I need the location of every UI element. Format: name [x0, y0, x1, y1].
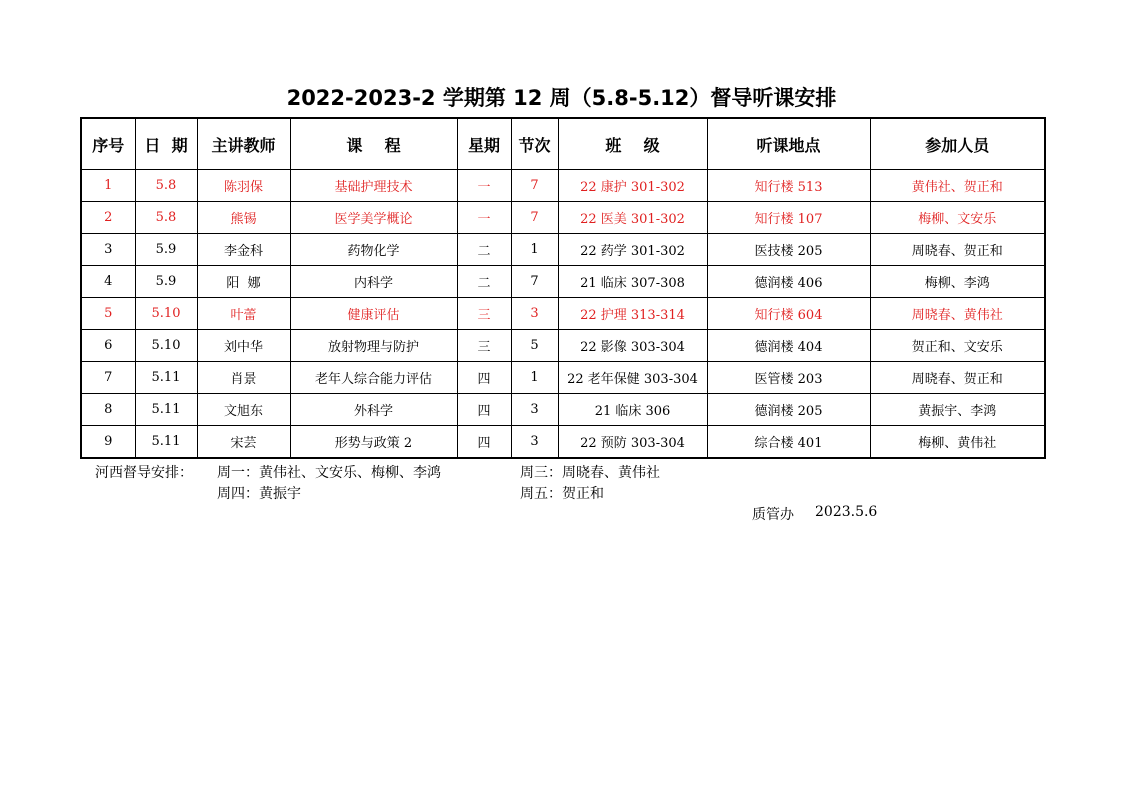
table-row [81, 234, 1045, 266]
footer-date: 2023.5.6 [815, 504, 878, 520]
cell-index: 6 [81, 330, 135, 362]
cell-course: 医学美学概论 [290, 202, 457, 234]
cell-period: 3 [511, 394, 558, 426]
header-weekday: 星期 [457, 118, 511, 170]
cell-date: 5.10 [135, 330, 197, 362]
footer-office: 质管办 [752, 507, 794, 523]
cell-teacher: 文旭东 [197, 394, 290, 426]
cell-period: 5 [511, 330, 558, 362]
cell-class: 22 药学 301-302 [558, 234, 707, 266]
cell-teacher: 刘中华 [197, 330, 290, 362]
cell-period: 7 [511, 170, 558, 202]
cell-weekday: 二 [457, 234, 511, 266]
cell-teacher: 陈羽保 [197, 170, 290, 202]
cell-index: 3 [81, 234, 135, 266]
cell-class: 22 护理 313-314 [558, 298, 707, 330]
notes-monday: 周一：黄伟社、文安乐、梅柳、李鸿 [217, 465, 441, 481]
cell-period: 3 [511, 426, 558, 459]
cell-class: 22 医美 301-302 [558, 202, 707, 234]
cell-course: 老年人综合能力评估 [290, 362, 457, 394]
cell-course: 基础护理技术 [290, 170, 457, 202]
cell-weekday: 四 [457, 362, 511, 394]
cell-participants: 梅柳、文安乐 [870, 202, 1045, 234]
table-row [81, 426, 1045, 459]
cell-teacher: 宋芸 [197, 426, 290, 459]
cell-period: 1 [511, 234, 558, 266]
cell-index: 9 [81, 426, 135, 459]
cell-course: 放射物理与防护 [290, 330, 457, 362]
cell-index: 7 [81, 362, 135, 394]
cell-weekday: 二 [457, 266, 511, 298]
cell-period: 7 [511, 202, 558, 234]
cell-participants: 周晓春、贺正和 [870, 234, 1045, 266]
notes-label: 河西督导安排： [95, 465, 193, 481]
cell-participants: 梅柳、黄伟社 [870, 426, 1045, 459]
notes-friday: 周五：贺正和 [520, 486, 604, 502]
cell-class: 21 临床 307-308 [558, 266, 707, 298]
cell-class: 22 影像 303-304 [558, 330, 707, 362]
cell-period: 1 [511, 362, 558, 394]
cell-index: 8 [81, 394, 135, 426]
cell-date: 5.9 [135, 266, 197, 298]
cell-teacher: 阳 娜 [197, 266, 290, 298]
cell-course: 形势与政策 2 [290, 426, 457, 459]
table-header-row [81, 118, 1045, 170]
table-row [81, 170, 1045, 202]
header-index: 序号 [81, 118, 135, 170]
cell-weekday: 四 [457, 426, 511, 459]
cell-period: 7 [511, 266, 558, 298]
cell-index: 5 [81, 298, 135, 330]
cell-course: 内科学 [290, 266, 457, 298]
cell-location: 德润楼 205 [707, 394, 870, 426]
table-row [81, 298, 1045, 330]
header-class: 班 级 [558, 118, 707, 170]
cell-teacher: 熊锡 [197, 202, 290, 234]
header-teacher: 主讲教师 [197, 118, 290, 170]
cell-location: 知行楼 604 [707, 298, 870, 330]
cell-class: 21 临床 306 [558, 394, 707, 426]
cell-date: 5.9 [135, 234, 197, 266]
header-participants: 参加人员 [870, 118, 1045, 170]
cell-course: 健康评估 [290, 298, 457, 330]
cell-weekday: 四 [457, 394, 511, 426]
cell-participants: 周晓春、贺正和 [870, 362, 1045, 394]
cell-teacher: 叶蕾 [197, 298, 290, 330]
cell-weekday: 一 [457, 170, 511, 202]
header-date: 日 期 [135, 118, 197, 170]
table-row [81, 330, 1045, 362]
header-location: 听课地点 [707, 118, 870, 170]
cell-location: 德润楼 404 [707, 330, 870, 362]
table-row [81, 202, 1045, 234]
table-row [81, 394, 1045, 426]
cell-participants: 周晓春、黄伟社 [870, 298, 1045, 330]
cell-location: 医技楼 205 [707, 234, 870, 266]
notes-wednesday: 周三：周晓春、黄伟社 [520, 465, 660, 481]
cell-date: 5.11 [135, 362, 197, 394]
cell-weekday: 三 [457, 330, 511, 362]
cell-date: 5.10 [135, 298, 197, 330]
header-course: 课 程 [290, 118, 457, 170]
table-row [81, 266, 1045, 298]
cell-weekday: 三 [457, 298, 511, 330]
cell-participants: 贺正和、文安乐 [870, 330, 1045, 362]
cell-class: 22 康护 301-302 [558, 170, 707, 202]
cell-participants: 梅柳、李鸿 [870, 266, 1045, 298]
notes-thursday: 周四：黄振宇 [217, 486, 301, 502]
cell-index: 1 [81, 170, 135, 202]
cell-index: 4 [81, 266, 135, 298]
cell-location: 德润楼 406 [707, 266, 870, 298]
cell-date: 5.8 [135, 170, 197, 202]
cell-location: 综合楼 401 [707, 426, 870, 459]
cell-location: 知行楼 107 [707, 202, 870, 234]
page-title: 2022-2023-2 学期第 12 周（5.8-5.12）督导听课安排 [286, 86, 837, 110]
cell-location: 医管楼 203 [707, 362, 870, 394]
cell-weekday: 一 [457, 202, 511, 234]
cell-index: 2 [81, 202, 135, 234]
header-period: 节次 [511, 118, 558, 170]
cell-period: 3 [511, 298, 558, 330]
cell-class: 22 老年保健 303-304 [558, 362, 707, 394]
cell-class: 22 预防 303-304 [558, 426, 707, 459]
cell-teacher: 李金科 [197, 234, 290, 266]
cell-location: 知行楼 513 [707, 170, 870, 202]
cell-course: 外科学 [290, 394, 457, 426]
cell-date: 5.11 [135, 394, 197, 426]
cell-participants: 黄伟社、贺正和 [870, 170, 1045, 202]
schedule-table [80, 117, 1046, 459]
cell-teacher: 肖景 [197, 362, 290, 394]
cell-date: 5.11 [135, 426, 197, 459]
table-row [81, 362, 1045, 394]
cell-course: 药物化学 [290, 234, 457, 266]
cell-date: 5.8 [135, 202, 197, 234]
cell-participants: 黄振宇、李鸿 [870, 394, 1045, 426]
